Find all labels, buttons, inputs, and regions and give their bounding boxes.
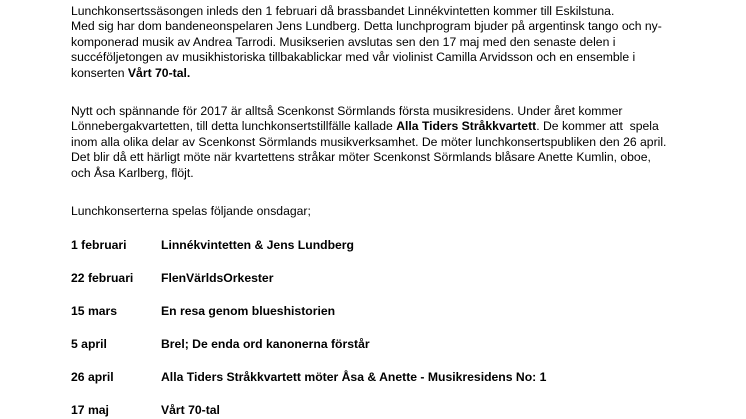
intro-line-5-text: konserten: [71, 65, 128, 80]
residency-line-1: Nytt och spännande för 2017 är alltså Scenkonst Sörmlands första musikresidens. Under året kommer: [71, 104, 623, 118]
intro-line-5: [71, 66, 711, 81]
schedule-date: 17 maj: [71, 403, 109, 417]
schedule-date: 5 april: [71, 337, 107, 351]
concert-title-bold: Vårt 70-tal.: [127, 65, 191, 80]
schedule-intro: Lunchkonserterna spelas följande onsdagar;: [71, 204, 311, 218]
intro-line-4: succéföljetongen av musikhistoriska tillbakablickar med vår violinist Camilla Arvidsson och en ensemble i: [71, 50, 636, 65]
schedule-event: Brel; De enda ord kanonerna förstår: [161, 337, 370, 351]
residency-paragraph: [71, 104, 711, 181]
schedule-event: FlenVärldsOrkester: [161, 271, 274, 285]
schedule-event: Vårt 70-tal: [161, 403, 220, 417]
residency-line-3: inom alla olika delar av Scenkonst Sörmlands musikverksamhet. De möter lunchkonsertspubliken den 26 april.: [71, 134, 667, 149]
schedule-date: 15 mars: [71, 304, 118, 318]
intro-line-1: Lunchkonsertssäsongen inleds den 1 februari då brassbandet Linnékvintetten kommer till Eskilstuna.: [71, 4, 615, 18]
intro-line-2: Med sig har dom bandeneonspelaren Jens Lundberg. Detta lunchprogram bjuder på argentinsk tango och ny-: [71, 19, 662, 34]
residency-line-4: Det blir då ett härligt möte när kvartettens stråkar möter Scenkonst Sörmlands blåsare Anette Kumlin, oboe,: [71, 150, 651, 165]
intro-line-3: komponerad musik av Andrea Tarrodi. Musikserien avslutas sen den 17 maj med den senaste delen i: [71, 34, 616, 49]
schedule-date: 22 februari: [71, 271, 134, 285]
residency-line-2-pre: Lönnebergakvartetten, till detta lunchkonsertstillfälle kallade: [71, 119, 397, 134]
intro-paragraph: [71, 4, 711, 81]
residency-line-2: [71, 119, 711, 134]
schedule-event: Linnékvintetten & Jens Lundberg: [161, 238, 354, 252]
schedule-date: 26 april: [71, 370, 114, 384]
residency-line-2-post: . De kommer att spela: [536, 119, 659, 134]
quartet-name-bold: Alla Tiders Stråkkvartett: [396, 119, 537, 134]
schedule-event: En resa genom blueshistorien: [161, 304, 336, 318]
schedule-event: Alla Tiders Stråkkvartett möter Åsa & Anette - Musikresidens No: 1: [161, 370, 547, 384]
residency-line-5: och Åsa Karlberg, flöjt.: [71, 165, 194, 180]
schedule-date: 1 februari: [71, 238, 127, 252]
